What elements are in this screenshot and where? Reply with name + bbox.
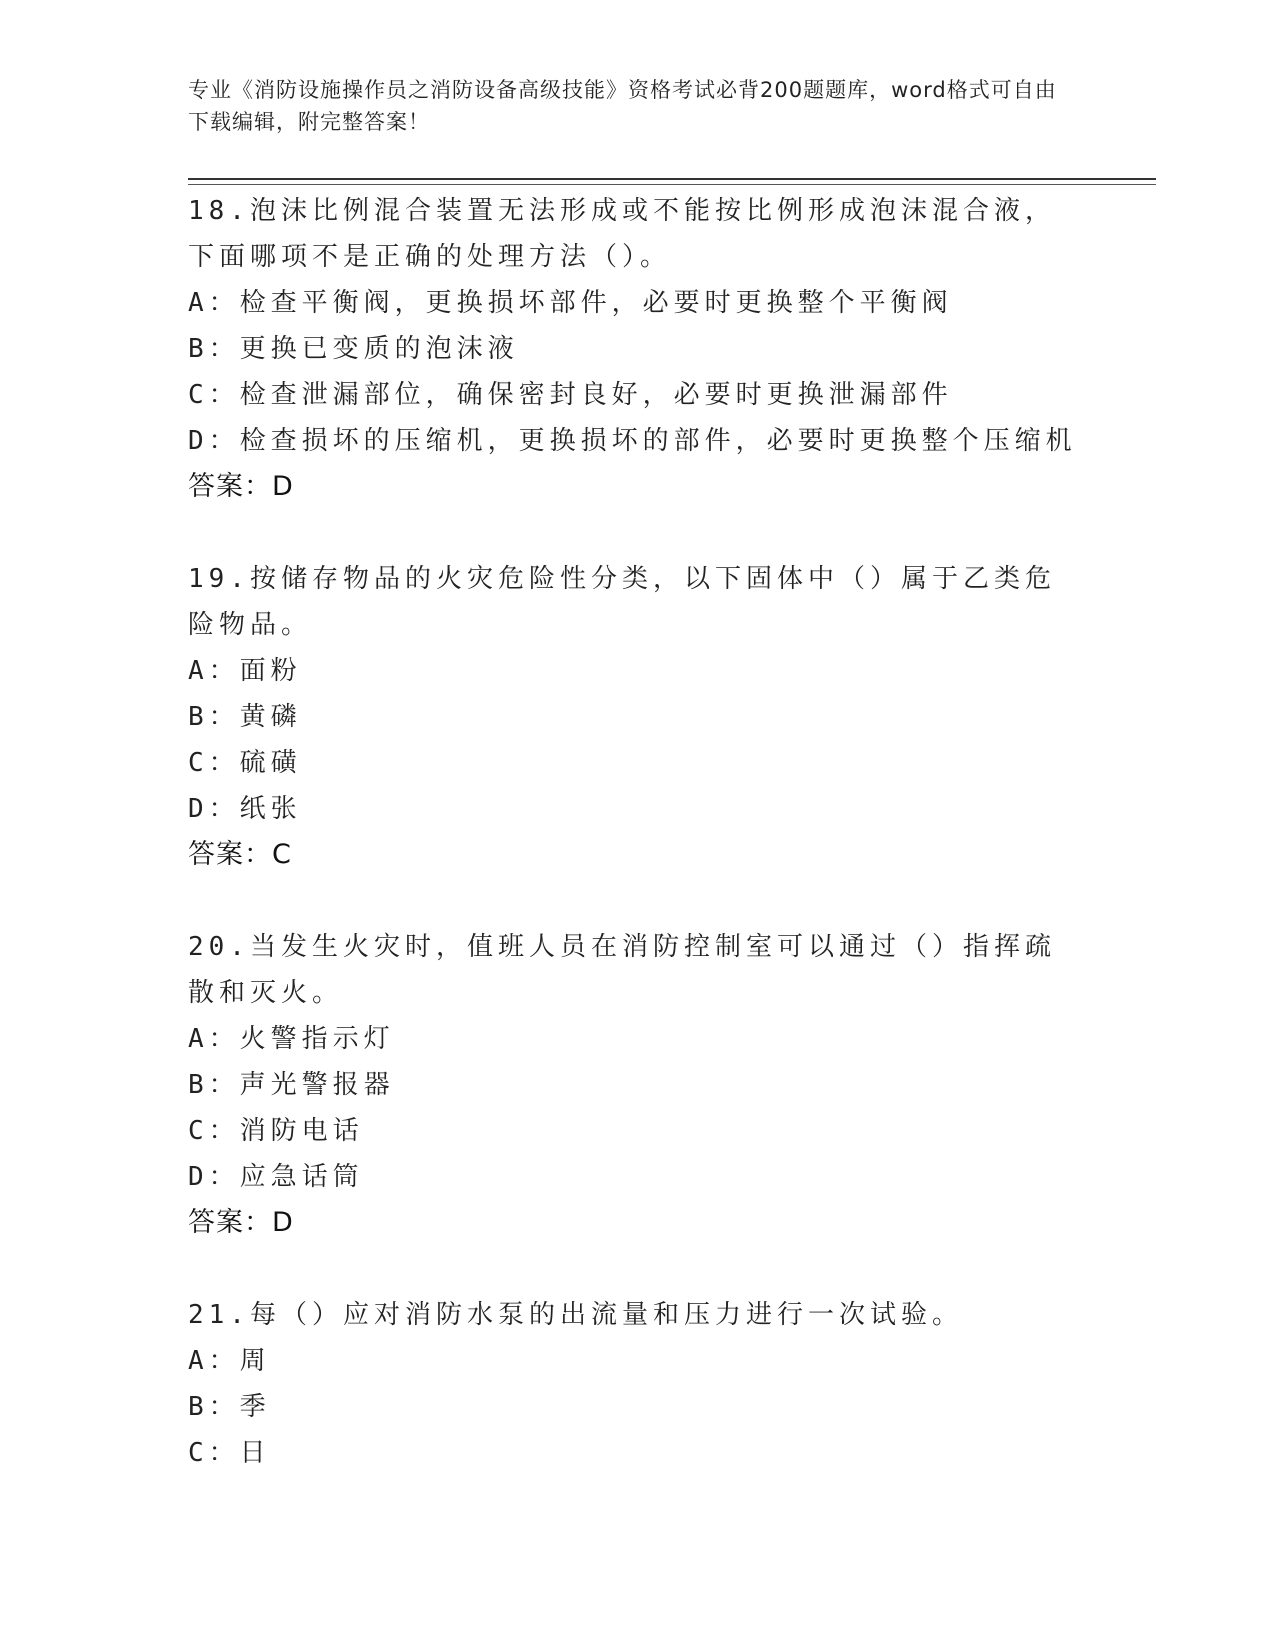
question-stem: 21.每（）应对消防水泵的出流量和压力进行一次试验。 <box>188 1300 963 1330</box>
answer: 答案：D <box>188 1207 294 1238</box>
question-21 <box>188 1292 1088 1476</box>
option-a: A：周 <box>188 1346 271 1376</box>
option-a: A：面粉 <box>188 656 302 686</box>
option-c: C：消防电话 <box>188 1116 364 1146</box>
option-c: C：硫磺 <box>188 748 302 778</box>
option-a: A：火警指示灯 <box>188 1024 395 1054</box>
question-20 <box>188 924 1088 1246</box>
question-list <box>188 188 1088 1522</box>
option-d: D：检查损坏的压缩机，更换损坏的部件，必要时更换整个压缩机 <box>188 426 1077 456</box>
document-header: 专业《消防设施操作员之消防设备高级技能》资格考试必背200题题库，word格式可自由下载编辑，附完整答案！ <box>188 78 1057 134</box>
option-a: A：检查平衡阀，更换损坏部件，必要时更换整个平衡阀 <box>188 288 953 318</box>
header-divider-thick <box>188 178 1156 180</box>
question-19 <box>188 556 1088 878</box>
option-b: B：黄磷 <box>188 702 302 732</box>
option-c: C：日 <box>188 1438 271 1468</box>
question-stem: 20.当发生火灾时，值班人员在消防控制室可以通过（）指挥疏散和灭火。 <box>188 932 1056 1008</box>
option-b: B：更换已变质的泡沫液 <box>188 334 519 364</box>
option-b: B：声光警报器 <box>188 1070 395 1100</box>
answer: 答案：C <box>188 839 292 870</box>
question-stem: 19.按储存物品的火灾危险性分类，以下固体中（）属于乙类危险物品。 <box>188 564 1056 640</box>
option-d: D：纸张 <box>188 794 302 824</box>
option-b: B：季 <box>188 1392 271 1422</box>
option-d: D：应急话筒 <box>188 1162 364 1192</box>
option-c: C：检查泄漏部位，确保密封良好，必要时更换泄漏部件 <box>188 380 953 410</box>
answer: 答案：D <box>188 471 294 502</box>
question-18 <box>188 188 1088 510</box>
header-divider-thin <box>188 184 1156 185</box>
question-stem: 18.泡沫比例混合装置无法形成或不能按比例形成泡沫混合液，下面哪项不是正确的处理方法（）。 <box>188 196 1056 272</box>
